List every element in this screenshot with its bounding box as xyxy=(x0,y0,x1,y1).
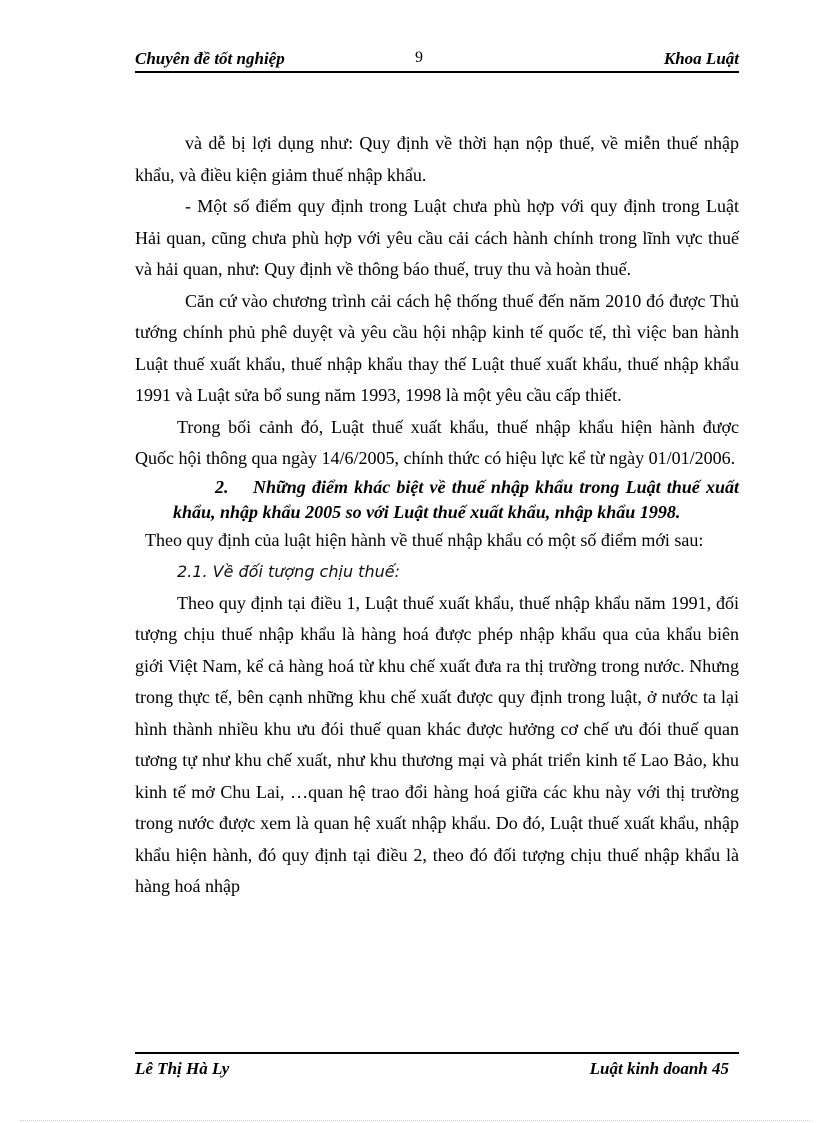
header-faculty: Khoa Luật xyxy=(663,49,739,68)
page-body xyxy=(135,128,739,903)
section-heading xyxy=(135,475,739,525)
subsection-heading: 2.1. Về đối tượng chịu thuế: xyxy=(177,562,400,581)
footer-author: Lê Thị Hà Ly xyxy=(135,1059,230,1078)
header-document-title: Chuyên đề tốt nghiệp xyxy=(135,49,285,68)
page-header xyxy=(135,47,739,73)
page-edge-divider xyxy=(20,1120,810,1121)
paragraph-3: Căn cứ vào chương trình cải cách hệ thống thuế đến năm 2010 đó được Thủ tướng chính phủ phê duyệt và yêu cầu hội nhập kinh tế quốc tế, thì việc ban hành Luật thuế xuất khẩu, thuế nhập khẩu thay thế Luật thuế xuất khẩu, thuế nhập khẩu 1991 và Luật sửa bổ sung năm 1993, 1998 là một yêu cầu cấp thiết. xyxy=(135,290,739,405)
header-page-number: 9 xyxy=(415,49,423,66)
paragraph-2: - Một số điểm quy định trong Luật chưa phù hợp với quy định trong Luật Hải quan, cũng chưa phù hợp với yêu cầu cải cách hành chính trong lĩnh vực thuế và hải quan, như: Quy định về thông báo thuế, truy thu và hoàn thuế. xyxy=(135,196,739,279)
page-footer xyxy=(135,1052,739,1080)
section-heading-number: 2. xyxy=(215,476,229,497)
paragraph-5: Theo quy định của luật hiện hành về thuế nhập khẩu có một số điểm mới sau: xyxy=(145,529,704,550)
paragraph-1: và dễ bị lợi dụng như: Quy định về thời hạn nộp thuế, về miễn thuế nhập khẩu, và điều kiện giảm thuế nhập khẩu. xyxy=(135,133,739,185)
paragraph-4: Trong bối cảnh đó, Luật thuế xuất khẩu, thuế nhập khẩu hiện hành được Quốc hội thông qua ngày 14/6/2005, chính thức có hiệu lực kể từ ngày 01/01/2006. xyxy=(135,416,739,468)
paragraph-6: Theo quy định tại điều 1, Luật thuế xuất khẩu, thuế nhập khẩu năm 1991, đối tượng chịu thuế nhập khẩu là hàng hoá được phép nhập khẩu qua của khẩu biên giới Việt Nam, kể cả hàng hoá từ khu chế xuất đưa ra thị trường trong nước. Nhưng trong thực tế, bên cạnh những khu chế xuất được quy định trong luật, ở nước ta lại hình thành nhiều khu ưu đói thuế quan khác được hưởng cơ chế ưu đói thuế quan tương tự như khu chế xuất, như khu thương mại và phát triển kinh tế Lao Bảo, khu kinh tế mở Chu Lai, …quan hệ trao đổi hàng hoá giữa các khu này với thị trường trong nước được xem là quan hệ xuất nhập khẩu. Do đó, Luật thuế xuất khẩu, nhập khẩu hiện hành, đó quy định tại điều 2, theo đó đối tượng chịu thuế nhập khẩu là hàng hoá nhập xyxy=(135,592,739,896)
section-heading-text: Những điểm khác biệt về thuế nhập khẩu trong Luật thuế xuất khẩu, nhập khẩu 2005 so với Luật thuế xuất khẩu, nhập khẩu 1998. xyxy=(173,476,739,522)
footer-class: Luật kinh doanh 45 xyxy=(589,1059,729,1078)
